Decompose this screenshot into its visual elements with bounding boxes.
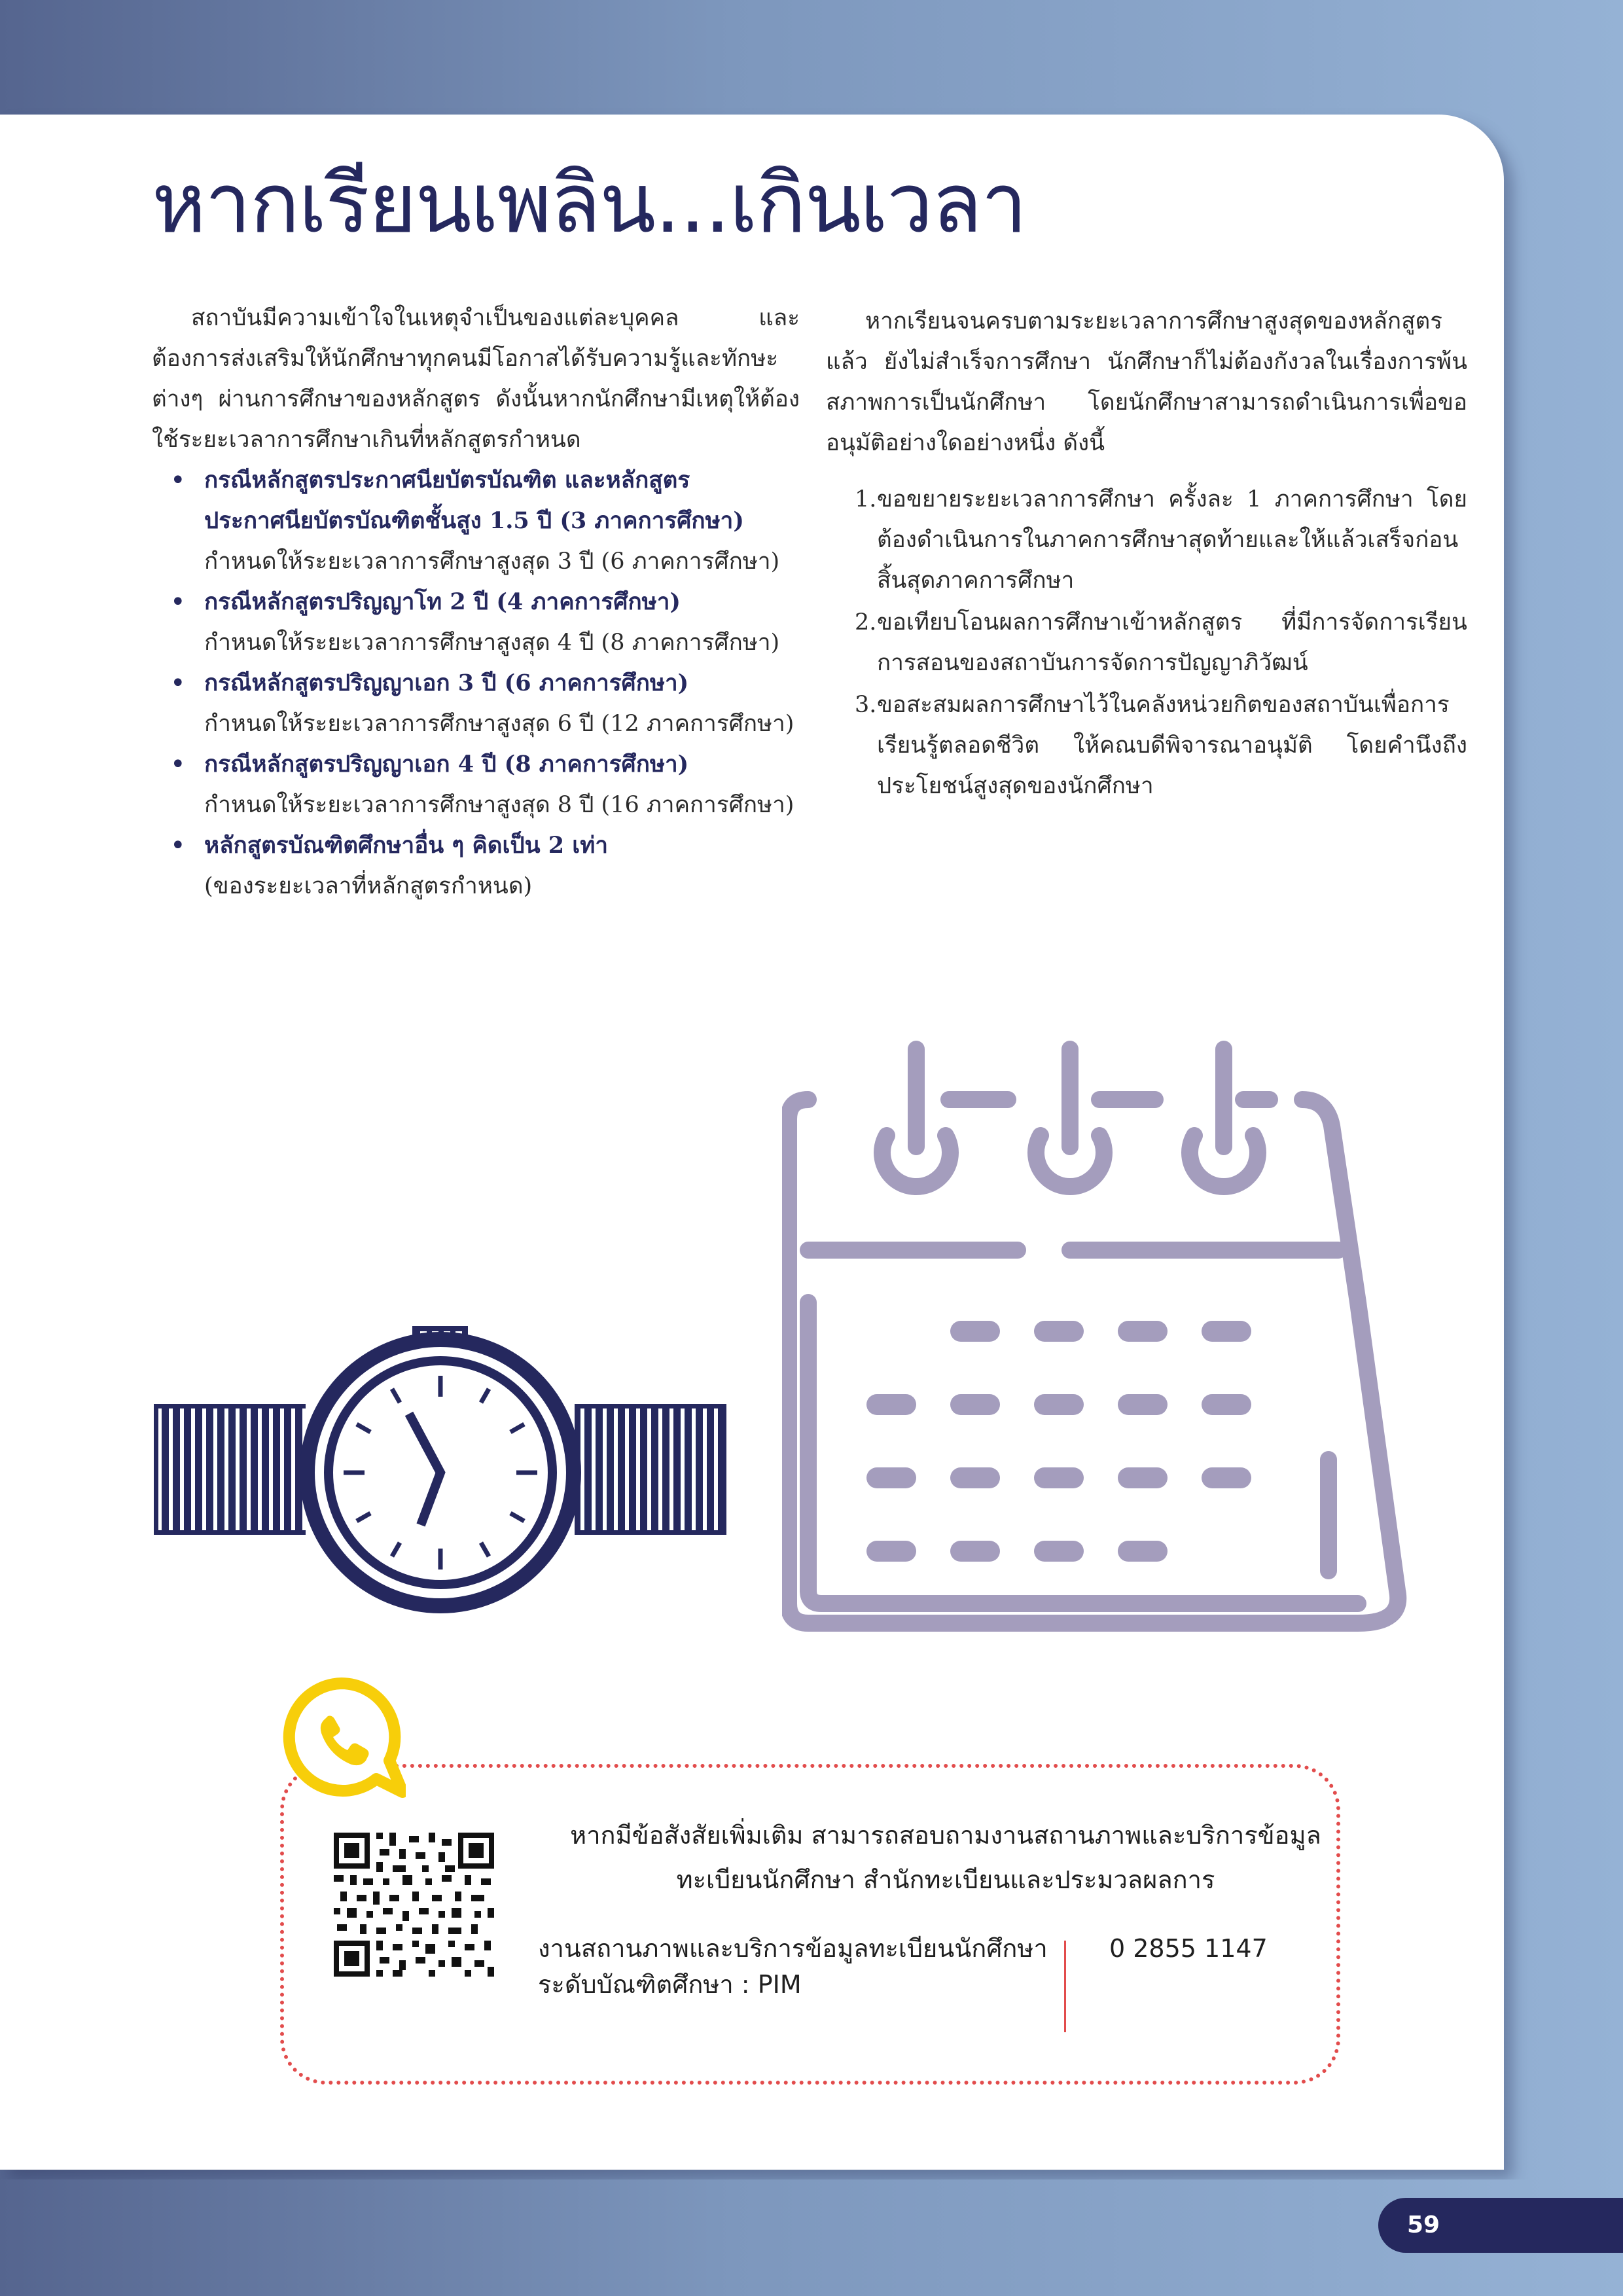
case-list <box>152 460 800 906</box>
qr-code <box>334 1833 494 1977</box>
option-item <box>855 602 1467 683</box>
footer-band <box>0 2179 1623 2296</box>
contact-divider <box>1064 1941 1066 2032</box>
contact-note-line: หากมีข้อสังสัยเพิ่มเติม สามารถสอบถามงานสถานภาพและบริการข้อมูล <box>570 1821 1321 1850</box>
contact-note <box>563 1813 1329 1902</box>
option-number: 3. <box>855 692 877 718</box>
wristwatch-icon <box>151 1316 730 1630</box>
contact-note-line: ทะเบียนนักศึกษา สำนักทะเบียนและประมวลผลการ <box>676 1865 1215 1894</box>
option-text: ขอเทียบโอนผลการศึกษาเข้าหลักสูตร ที่มีการจัดการเรียนการสอนของสถาบันการจัดการปัญญาภิวัฒน์ <box>877 609 1467 676</box>
left-intro: สถาบันมีความเข้าใจในเหตุจำเป็นของแต่ละบุคคล และต้องการส่งเสริมให้นักศึกษาทุกคนมีโอกาสได้รับความรู้และทักษะต่างๆ ผ่านการศึกษาของหลักสูตร ดังนั้นหากนักศึกษามีเหตุให้ต้องใช้ระยะเวลาการศึกษาเกินที่หลักสูตรกำหนด <box>152 305 800 453</box>
option-number: 2. <box>855 609 877 636</box>
contact-phone: 0 2855 1147 <box>1109 1934 1268 1963</box>
option-list <box>826 479 1467 806</box>
contact-office-line: ระดับบัณฑิตศึกษา : PIM <box>538 1970 802 1999</box>
contact-office-line: งานสถานภาพและบริการข้อมูลทะเบียนนักศึกษา <box>538 1934 1048 1963</box>
option-text: ขอขยายระยะเวลาการศึกษา ครั้งละ 1 ภาคการศึกษา โดยต้องดำเนินการในภาคการศึกษาสุดท้ายและให้แล้วเสร็จก่อนสิ้นสุดภาคการศึกษา <box>877 486 1467 594</box>
case-detail: กำหนดให้ระยะเวลาการศึกษาสูงสุด 8 ปี (16 ภาคการศึกษา) <box>204 792 794 818</box>
case-heading: • กรณีหลักสูตรปริญญาเอก 3 ปี (6 ภาคการศึกษา) <box>204 670 689 696</box>
case-detail: กำหนดให้ระยะเวลาการศึกษาสูงสุด 4 ปี (8 ภาคการศึกษา) <box>204 630 780 656</box>
case-item <box>204 663 800 744</box>
option-text: ขอสะสมผลการศึกษาไว้ในคลังหน่วยกิตของสถาบันเพื่อการเรียนรู้ตลอดชีวิต ให้คณบดีพิจารณาอนุมัติ โดยคำนึงถึงประโยชน์สูงสุดของนักศึกษา <box>877 692 1467 799</box>
phone-chat-icon <box>278 1676 406 1803</box>
case-heading: • กรณีหลักสูตรปริญญาเอก 4 ปี (8 ภาคการศึกษา) <box>204 751 689 778</box>
page-number: 59 <box>1378 2198 1623 2253</box>
right-intro: หากเรียนจนครบตามระยะเวลาการศึกษาสูงสุดของหลักสูตรแล้ว ยังไม่สำเร็จการศึกษา นักศึกษาก็ไม่ต้องกังวลในเรื่องการพ้นสภาพการเป็นนักศึกษา โดยนักศึกษาสามารถดำเนินการเพื่อขออนุมัติอย่างใดอย่างหนึ่ง ดังนี้ <box>826 308 1467 456</box>
case-detail: กำหนดให้ระยะเวลาการศึกษาสูงสุด 3 ปี (6 ภาคการศึกษา) <box>204 548 780 575</box>
left-column <box>152 298 800 906</box>
case-heading: • หลักสูตรบัณฑิตศึกษาอื่น ๆ คิดเป็น 2 เท่า <box>204 832 608 859</box>
option-item <box>855 479 1467 601</box>
page-title: หากเรียนเพลิน...เกินเวลา <box>152 155 1026 251</box>
case-heading: • กรณีหลักสูตรประกาศนียบัตรบัณฑิต และหลักสูตรประกาศนียบัตรบัณฑิตชั้นสูง 1.5 ปี (3 ภาคการศึกษา) <box>204 467 744 534</box>
case-item <box>204 582 800 663</box>
right-column <box>826 301 1467 808</box>
calendar-icon <box>782 1028 1410 1636</box>
case-item <box>204 825 800 906</box>
contact-office <box>538 1931 1048 2003</box>
case-heading: • กรณีหลักสูตรปริญญาโท 2 ปี (4 ภาคการศึกษา) <box>204 588 681 615</box>
case-detail: กำหนดให้ระยะเวลาการศึกษาสูงสุด 6 ปี (12 ภาคการศึกษา) <box>204 711 794 737</box>
option-item <box>855 685 1467 806</box>
case-item <box>204 744 800 825</box>
option-number: 1. <box>855 486 877 512</box>
case-item <box>204 460 800 582</box>
case-detail: (ของระยะเวลาที่หลักสูตรกำหนด) <box>204 873 533 899</box>
